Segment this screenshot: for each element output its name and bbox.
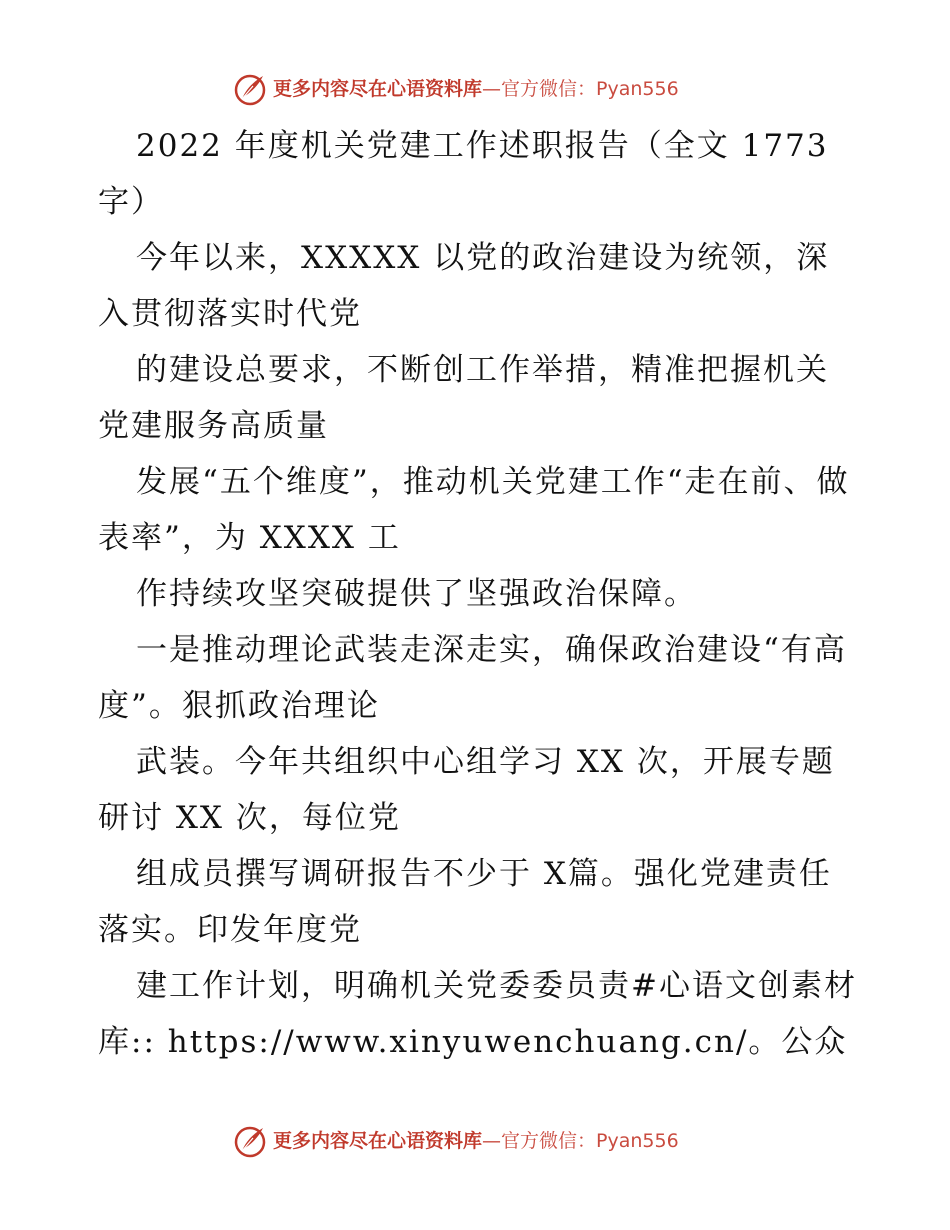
paragraph: 今年以来，XXXXX 以党的政治建设为统领，深入贯彻落实时代党: [98, 240, 830, 332]
watermark-sub-text: 官方微信：Pyan556: [501, 78, 679, 100]
feather-logo-icon: [233, 1124, 267, 1158]
paragraph: 作持续攻坚突破提供了坚强政治保障。: [136, 576, 697, 612]
watermark-separator: —: [482, 78, 502, 100]
paragraph: 武装。今年共组织中心组学习 XX 次，开展专题研讨 XX 次，每位党: [98, 744, 835, 836]
paragraph: 一是推动理论武装走深走实，确保政治建设“有高度”。狠抓政治理论: [98, 632, 847, 724]
feather-logo-icon: [233, 72, 267, 106]
paragraph: 建工作计划，明确机关党委委员责#心语文创素材库:: https://www.xinyuwenchuang.cn/。公众: [98, 968, 857, 1060]
footer-watermark: [233, 1124, 753, 1158]
paragraph: 组成员撰写调研报告不少于 X篇。强化党建责任落实。印发年度党: [98, 856, 832, 948]
watermark-main-text: 更多内容尽在心语资料库: [273, 1130, 483, 1152]
paragraph: 的建设总要求，不断创工作举措，精准把握机关党建服务高质量: [98, 352, 829, 444]
document-title: 2022 年度机关党建工作述职报告（全文 1773 字）: [98, 128, 829, 220]
paragraph: 发展“五个维度”，推动机关党建工作“走在前、做表率”，为 XXXX 工: [98, 464, 850, 556]
watermark-separator: —: [482, 1130, 502, 1152]
watermark-main-text: 更多内容尽在心语资料库: [273, 78, 483, 100]
header-watermark: [233, 72, 753, 106]
document-body: [98, 118, 858, 1070]
watermark-sub-text: 官方微信：Pyan556: [501, 1130, 679, 1152]
